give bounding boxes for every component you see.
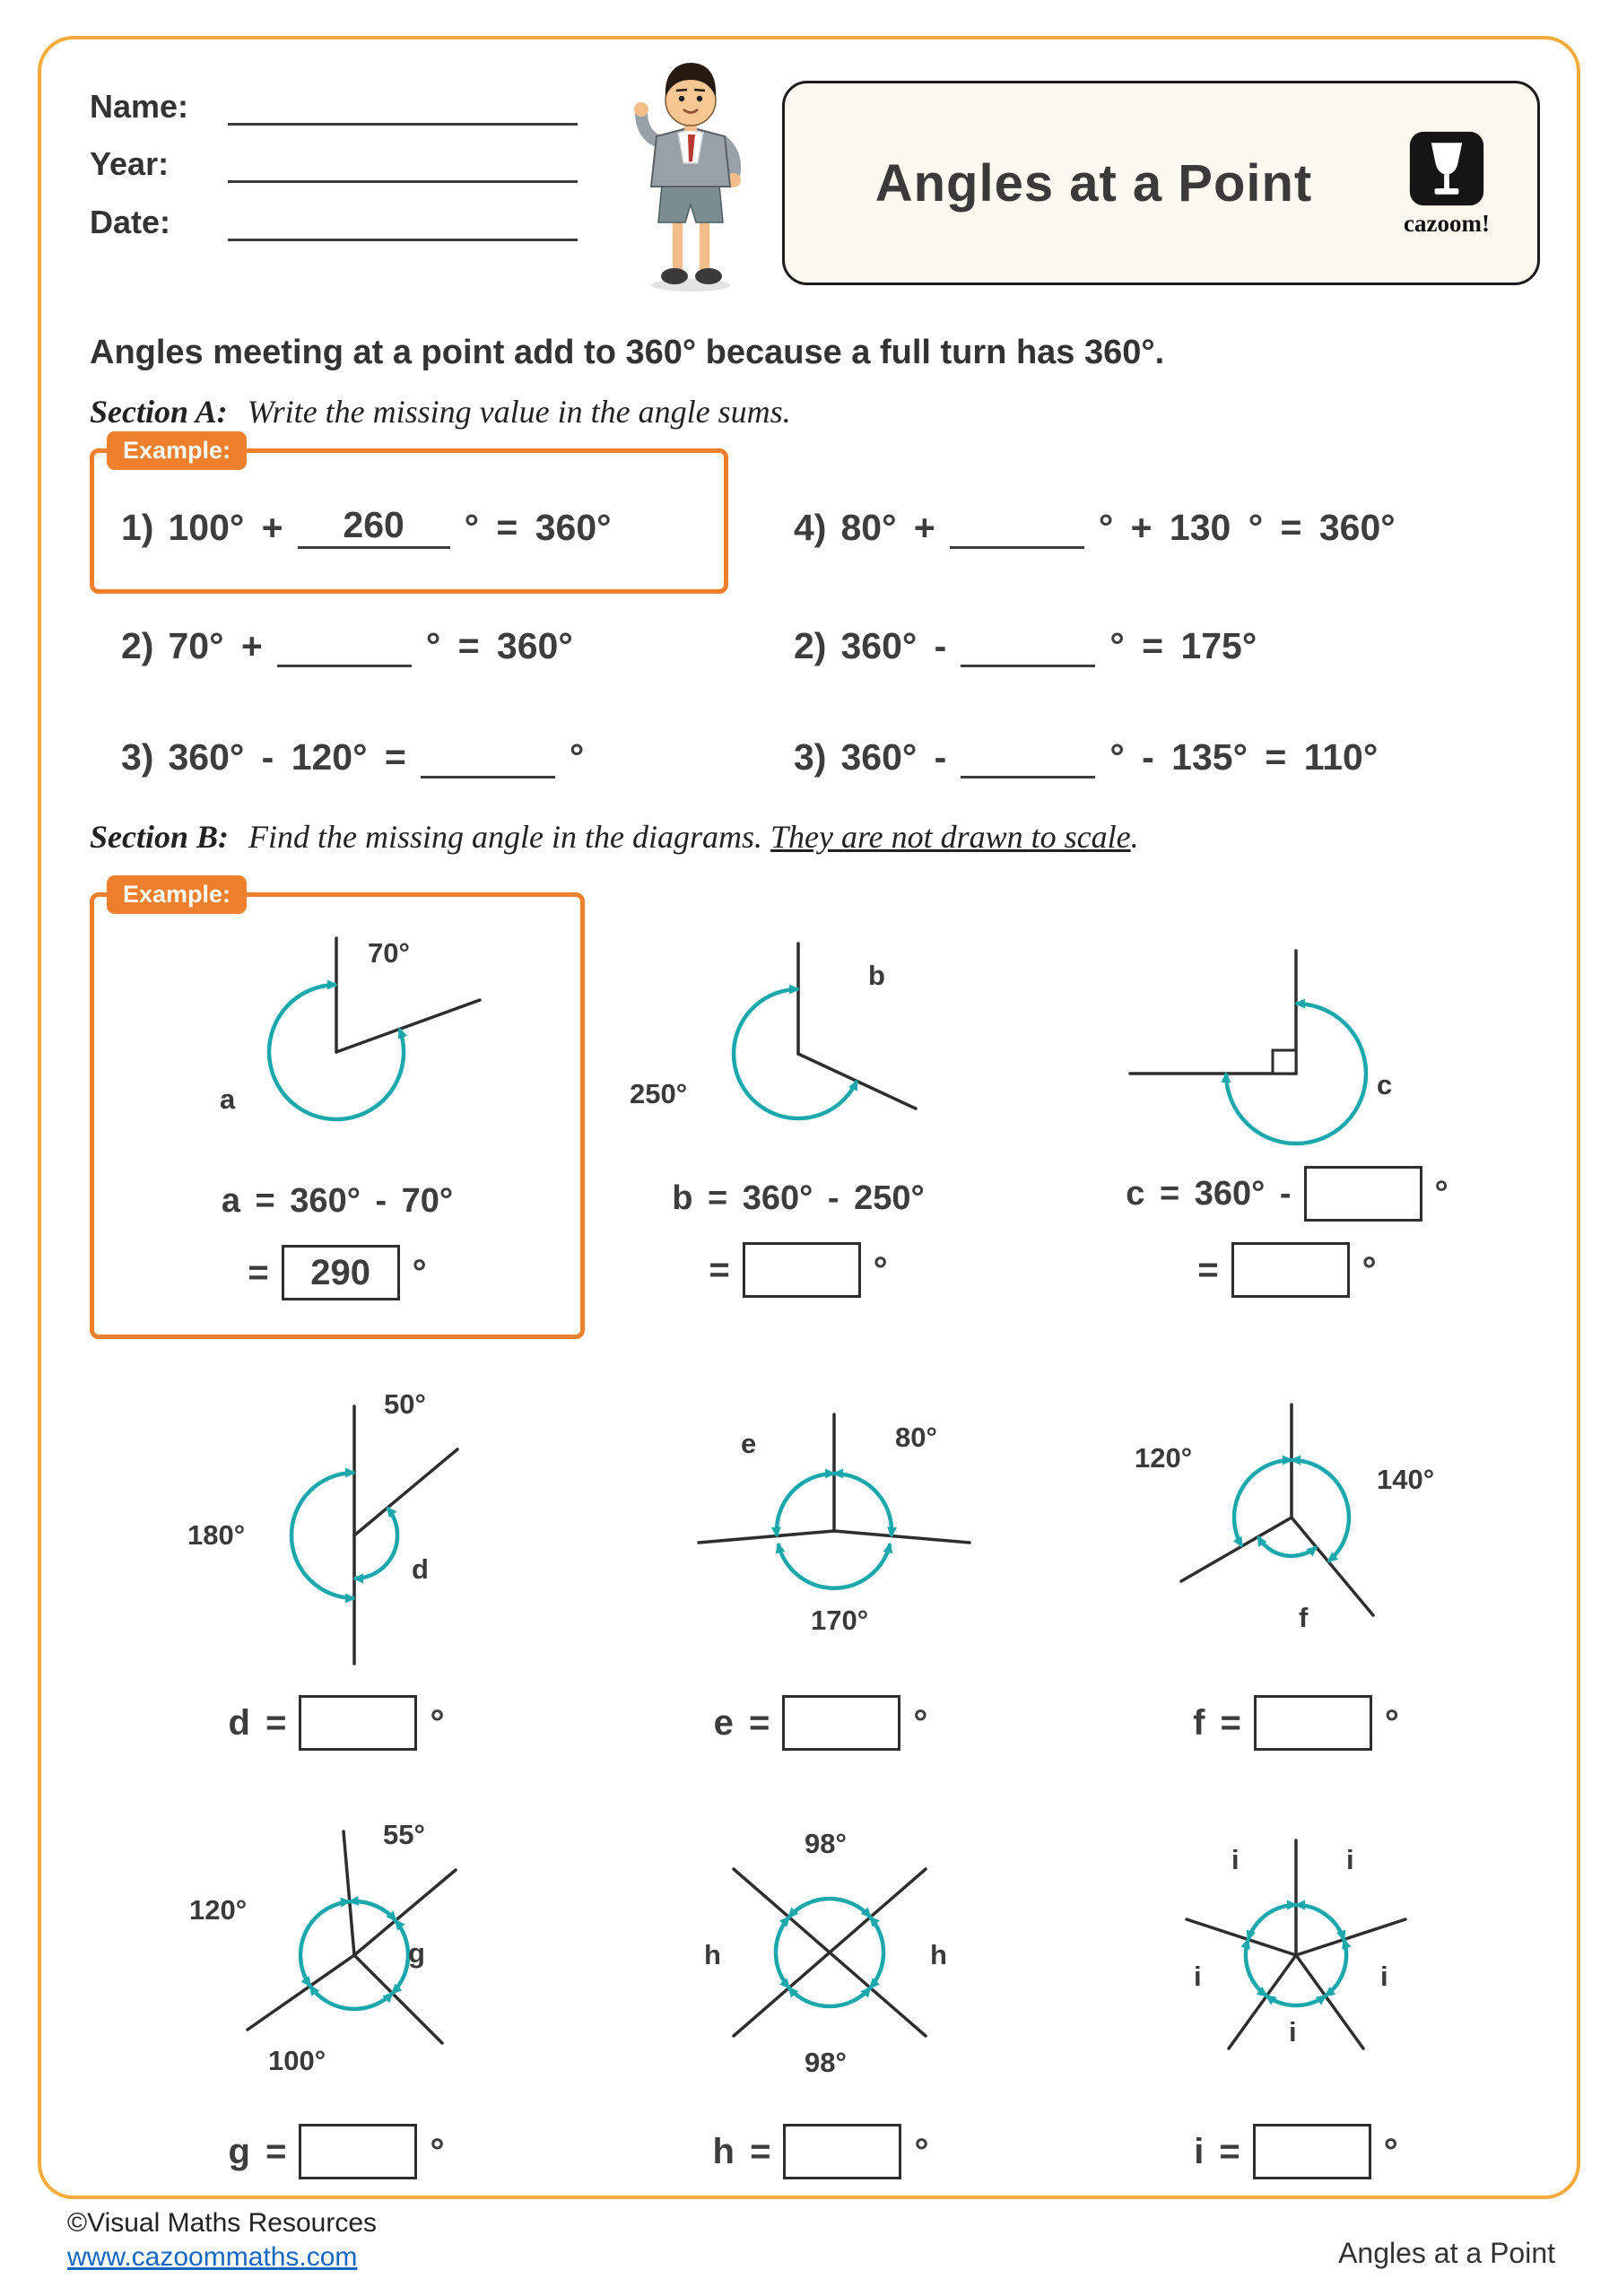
angle-arc: [1326, 1940, 1346, 1996]
angle-label: d: [412, 1553, 429, 1585]
answer-box[interactable]: [743, 1242, 861, 1298]
problem-text: ° - 135° = 110°: [1109, 736, 1379, 778]
brow: [676, 90, 687, 91]
answer-label: g =: [228, 2131, 287, 2171]
intro-text: Angles meeting at a point add to 360° because a full turn has 360°.: [90, 334, 1165, 371]
problem-1: [121, 500, 612, 549]
problem-text: ° = 360°: [464, 507, 612, 548]
hand: [634, 102, 648, 117]
angle-ray: [1296, 1955, 1363, 2048]
angle-arc: [291, 1473, 354, 1598]
answer-label: f =: [1193, 1702, 1241, 1743]
problem-text: 360° -: [840, 736, 947, 778]
answer-row-e: [628, 1695, 1013, 1751]
answer-blank[interactable]: [961, 619, 1095, 667]
angle-label: 180°: [187, 1519, 246, 1551]
name-line[interactable]: [228, 86, 578, 126]
angle-arc: [777, 1474, 834, 1536]
angle-ray: [1292, 1518, 1373, 1615]
eye: [697, 96, 702, 101]
answer-box[interactable]: [1304, 1166, 1422, 1222]
angle-label: i: [1380, 1961, 1388, 1992]
problem-4: [794, 500, 1396, 549]
right-angle-marker: [1273, 1050, 1296, 1074]
answer-row-c: [1045, 1242, 1529, 1298]
degree-sign: °: [430, 1702, 445, 1743]
angle-ray: [1187, 1919, 1296, 1955]
cazoom-logo: [1379, 129, 1514, 238]
angle-ray: [699, 1531, 834, 1543]
diagram-d: [148, 1372, 561, 1673]
angle-arc: [310, 1986, 393, 2009]
answer-row-h: [628, 2124, 1013, 2179]
problem-3-left: [121, 730, 584, 778]
angle-ray: [834, 1531, 970, 1543]
answer-blank[interactable]: [421, 730, 555, 778]
diagram-f: [1081, 1381, 1502, 1668]
problem-2-left: [121, 619, 573, 667]
footer-url-link[interactable]: www.cazoommaths.com: [67, 2242, 358, 2272]
student-illustration: [617, 50, 765, 294]
angle-label: i: [1346, 1844, 1354, 1875]
equation-a: [94, 1182, 580, 1221]
angle-label: 80°: [895, 1422, 937, 1453]
section-b-instruction-period: .: [1130, 819, 1139, 855]
equation-c: [1045, 1166, 1529, 1222]
angle-label: c: [1377, 1069, 1393, 1100]
angle-ray: [354, 1449, 457, 1535]
angle-label: a: [220, 1083, 236, 1115]
problem-text: 100° +: [168, 507, 283, 548]
angle-arc: [734, 989, 857, 1118]
angle-label: 98°: [805, 2047, 847, 2078]
date-field-row: [90, 202, 578, 241]
answer-box[interactable]: 290: [282, 1245, 400, 1300]
problem-number: 4): [794, 507, 827, 548]
angle-label: 70°: [368, 937, 410, 969]
angle-arc: [779, 1544, 891, 1587]
answer-box[interactable]: [1231, 1242, 1350, 1298]
name-label: Name:: [90, 88, 189, 125]
problem-text: ° = 360°: [425, 625, 573, 666]
problem-3-right: [794, 730, 1378, 778]
problem-text: ° + 130 ° = 360°: [1098, 507, 1396, 548]
angle-label: i: [1194, 1961, 1202, 1992]
angle-label: h: [704, 1939, 721, 1970]
equals-sign: =: [709, 1249, 730, 1290]
shoe: [695, 268, 722, 284]
equals-sign: =: [248, 1252, 269, 1292]
shorts: [658, 185, 723, 222]
date-line[interactable]: [228, 202, 578, 241]
angle-ray: [354, 1955, 442, 2043]
year-line[interactable]: [228, 144, 578, 183]
angle-label: 250°: [630, 1078, 688, 1109]
diagram-b: [592, 924, 1005, 1170]
angle-arc: [870, 1918, 883, 1988]
degree-sign: °: [412, 1252, 427, 1292]
degree-sign: °: [1361, 1249, 1377, 1290]
answer-row-g: [144, 2124, 529, 2179]
problem-text: 70° +: [168, 625, 263, 666]
answer-box[interactable]: [1254, 1695, 1372, 1751]
angle-label: 100°: [268, 2045, 326, 2076]
degree-sign: °: [873, 1249, 888, 1290]
angle-arc: [789, 1987, 871, 2006]
answer-label: d =: [228, 1702, 287, 1743]
problem-number: 3): [794, 736, 827, 778]
footer-doc-title: Angles at a Point: [1338, 2237, 1555, 2269]
angle-label: 120°: [189, 1894, 248, 1926]
problem-number: 2): [794, 625, 827, 666]
date-label: Date:: [90, 204, 171, 240]
example-tab-b: Example:: [107, 875, 247, 914]
problem-text: °: [569, 736, 585, 778]
answer-label: e =: [713, 1702, 770, 1743]
angle-label: 120°: [1135, 1442, 1193, 1474]
angle-ray: [344, 1831, 354, 1955]
diagram-e: [610, 1386, 1058, 1659]
problem-2-right: [794, 619, 1257, 667]
answer-label: i =: [1194, 2131, 1240, 2171]
angle-label: 170°: [811, 1605, 869, 1636]
angle-label: e: [741, 1428, 757, 1459]
angle-arc: [776, 1918, 789, 1988]
answer-blank[interactable]: [950, 500, 1084, 549]
title-box: [782, 81, 1540, 285]
degree-sign: °: [430, 2131, 445, 2171]
angle-arc: [1248, 1905, 1296, 1940]
answer-row-f: [1103, 1695, 1489, 1751]
name-field-row: [90, 86, 578, 126]
logo-wordmark: cazoom!: [1404, 209, 1490, 237]
section-b-instruction: Find the missing angle in the diagrams.: [248, 819, 770, 855]
problem-number: 1): [121, 507, 154, 548]
equation-text: a = 360° - 70°: [221, 1182, 454, 1220]
answer-box[interactable]: [783, 2124, 901, 2179]
angle-arc: [789, 1899, 871, 1918]
goblet-icon: [1407, 129, 1486, 208]
answer-row-i: [1103, 2124, 1489, 2179]
answer-blank[interactable]: [277, 619, 412, 667]
angle-arc: [350, 1901, 396, 1920]
section-b-label: Section B:: [90, 819, 230, 855]
angle-arc: [392, 1920, 408, 1993]
angle-label: f: [1299, 1602, 1309, 1633]
answer-row-d: [144, 1695, 529, 1751]
diagram-a: [112, 913, 561, 1169]
equals-sign: =: [1197, 1249, 1219, 1290]
section-a-instruction: Write the missing value in the angle sums.: [247, 394, 791, 430]
angle-arc: [1296, 1905, 1344, 1940]
diagram-g: [139, 1801, 570, 2097]
answer-box[interactable]: [1253, 2124, 1371, 2179]
page-title: Angles at a Point: [874, 153, 1313, 213]
problem-text: 360° -: [840, 625, 947, 666]
angle-label: b: [868, 960, 885, 991]
answer-box[interactable]: [299, 2124, 417, 2179]
angle-ray: [1229, 1955, 1296, 2048]
angle-arc: [300, 1901, 350, 1986]
angle-arc: [1266, 1996, 1326, 2005]
brow: [694, 90, 705, 91]
year-label: Year:: [90, 145, 170, 182]
section-a-header: [90, 393, 791, 430]
angle-label: 50°: [384, 1388, 426, 1420]
angle-arc: [1258, 1537, 1317, 1556]
diagram-i: [1081, 1805, 1511, 2100]
answer-row-b: [583, 1242, 1013, 1298]
problem-text: 80° +: [840, 507, 935, 548]
section-b-header: [90, 818, 1139, 856]
problem-number: 2): [121, 625, 154, 666]
angle-label: g: [408, 1937, 425, 1969]
degree-sign: °: [1384, 1702, 1399, 1743]
degree-sign: °: [1434, 1174, 1448, 1213]
leg: [700, 221, 709, 273]
equation-text: c = 360° -: [1126, 1174, 1292, 1213]
angle-label: 140°: [1377, 1464, 1435, 1495]
example-box-section-b: [90, 881, 585, 1339]
answer-blank[interactable]: [961, 730, 1095, 778]
problem-text: 360° - 120° =: [168, 736, 406, 778]
angle-label: 55°: [383, 1819, 425, 1850]
answer-box[interactable]: [782, 1695, 900, 1751]
example-tab-a: Example:: [107, 431, 247, 470]
angle-ray: [1296, 1919, 1405, 1955]
answer-blank[interactable]: 260: [298, 500, 450, 549]
answer-box[interactable]: [299, 1695, 417, 1751]
equation-text: b = 360° - 250°: [672, 1179, 925, 1217]
diagram-c: [1067, 917, 1489, 1172]
equation-b: [583, 1179, 1013, 1218]
leg: [673, 221, 683, 273]
angle-arc: [1292, 1460, 1349, 1561]
footer-copyright: ©Visual Maths Resources: [67, 2208, 378, 2238]
degree-sign: °: [1383, 2131, 1398, 2171]
angle-label: h: [930, 1939, 947, 1970]
problem-text: ° = 175°: [1109, 625, 1257, 666]
section-a-label: Section A:: [90, 394, 228, 430]
answer-row-a: [94, 1245, 580, 1300]
angle-arc: [1246, 1940, 1266, 1996]
answer-label: h =: [712, 2131, 771, 2171]
angle-ray: [336, 1000, 480, 1052]
diagram-h: [614, 1805, 1045, 2100]
angle-label: i: [1289, 2016, 1297, 2048]
shoe: [661, 268, 688, 284]
angle-label: i: [1231, 1844, 1240, 1875]
degree-sign: °: [914, 2131, 929, 2171]
year-field-row: [90, 144, 578, 183]
angle-label: 98°: [805, 1828, 847, 1859]
section-b-instruction-underlined: They are not drawn to scale: [770, 819, 1131, 855]
problem-number: 3): [121, 736, 154, 778]
eye: [679, 96, 684, 101]
angle-arc: [834, 1474, 892, 1536]
degree-sign: °: [913, 1702, 928, 1743]
